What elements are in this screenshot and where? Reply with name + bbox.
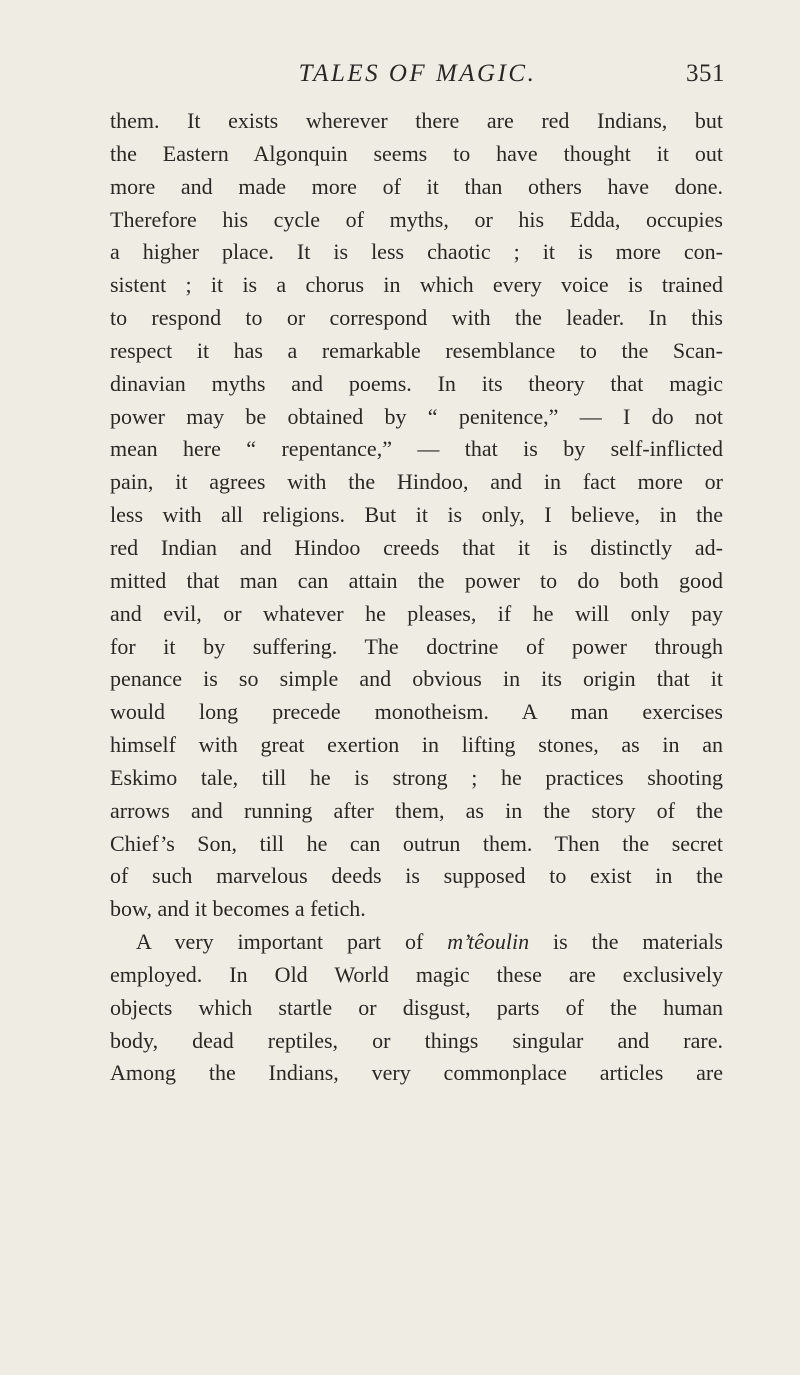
text-line: Eskimo tale, till he is strong ; he practices shooting [110,764,723,790]
text-line: and evil, or whatever he pleases, if he will only pay [110,600,723,626]
text-line: red Indian and Hindoo creeds that it is distinctly ad- [110,534,723,560]
text-line: bow, and it becomes a fetich. [110,896,366,922]
paragraph-2 [110,926,723,1090]
text-line: sistent ; it is a chorus in which every voice is trained [110,272,723,298]
text-line: penance is so simple and obvious in its origin that it [110,666,723,692]
text-line: to respond to or correspond with the leader. In this [110,305,723,331]
text-line: body, dead reptiles, or things singular and rare. [110,1027,723,1053]
text-line: a higher place. It is less chaotic ; it is more con- [110,239,723,265]
text-line: would long precede monotheism. A man exercises [110,699,723,725]
text-line: power may be obtained by “ penitence,” — I do not [110,403,723,429]
text-line: pain, it agrees with the Hindoo, and in fact more or [110,469,723,495]
text-line: less with all religions. But it is only, I believe, in the [110,502,723,528]
text-line: Therefore his cycle of myths, or his Edda, occupies [110,206,723,232]
text-line: more and made more of it than others have done. [110,173,723,199]
paragraph-1 [110,105,723,926]
text-line: mitted that man can attain the power to do both good [110,567,723,593]
text-line: of such marvelous deeds is supposed to exist in the [110,863,723,889]
text-line: arrows and running after them, as in the story of the [110,797,723,823]
text-line: mean here “ repentance,” — that is by self-inflicted [110,436,723,462]
page-number: 351 [686,60,725,87]
text-line: objects which startle or disgust, parts of the human [110,994,723,1020]
text-run: is the materials [529,929,723,955]
body-text [110,105,723,1090]
text-line [110,926,723,959]
italic-term: m’têoulin [447,929,530,955]
text-line: Among the Indians, very commonplace articles are [110,1060,723,1086]
text-line: respect it has a remarkable resemblance to the Scan- [110,337,723,363]
running-title: TALES OF MAGIC. [298,60,537,87]
text-line: them. It exists wherever there are red Indians, but [110,108,723,133]
text-line: Chief’s Son, till he can outrun them. Then the secret [110,830,723,856]
text-line: for it by suffering. The doctrine of power through [110,633,723,659]
text-line: dinavian myths and poems. In its theory that magic [110,370,723,396]
page-header [110,60,725,94]
text-line: the Eastern Algonquin seems to have thought it out [110,140,723,166]
text-run: A very important part of [136,929,448,955]
text-line: himself with great exertion in lifting stones, as in an [110,732,723,758]
text-line: employed. In Old World magic these are exclusively [110,961,723,987]
